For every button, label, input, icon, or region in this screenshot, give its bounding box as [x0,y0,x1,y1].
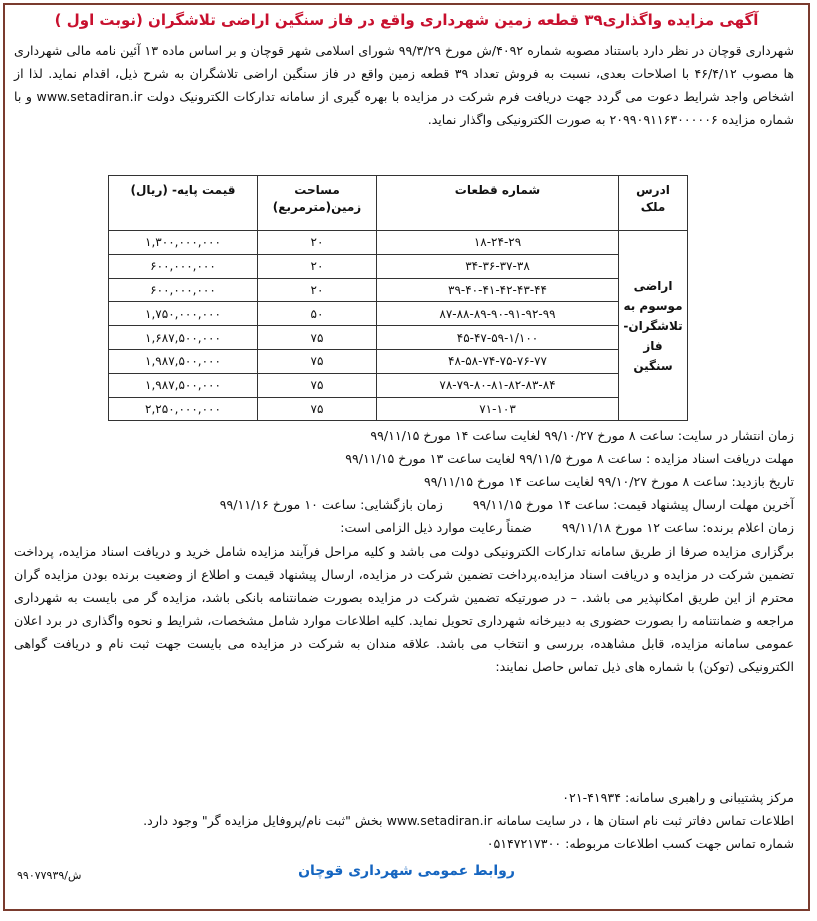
ad-frame [3,3,810,911]
price-cell: ۱,۳۰۰,۰۰۰,۰۰۰ [109,231,258,255]
price-cell: ۱,۹۸۷,۵۰۰,۰۰۰ [109,349,258,373]
address-cell: اراضی موسوم به تلاشگران- فاز سنگین [619,231,688,421]
winner-time: زمان اعلام برنده: ساعت ۱۲ مورخ ۹۹/۱۱/۱۸ [561,520,794,535]
area-cell: ۷۵ [258,349,377,373]
rules-paragraph: برگزاری مزایده صرفا از طریق سامانه تدارکات الکترونیکی دولت می باشد و کلیه مراحل فرآیند مزایده شامل خرید و دریافت اسناد مزایده، پرداخت تضمین شرکت در مزایده و دریافت اسناد مزایده،پرداخت تضمین شرکت در مزایده، ارسال پیشنهاد قیمت و اطلاع از وضعیت برنده بودن مزایده گران محترم از این طریق امکانپذیر می باشد. – در صورتیکه تضمین شرکت در مزایده بصورت ضمانتنامه بانکی باشد، مزایده گر می بایست به شهرداری مراجعه و ضمانتنامه را بصورت حضوری به دبیرخانه شهرداری تحویل نماید. کلیه اطلاعات موارد شامل مشخصات، شرایط و نحوه واگذاری در برد اعلان عمومی سامانه مزایده، قابل مشاهده، بررسی و انتخاب می باشد. علاقه مندان به شرکت در مزایده می بایست جهت ثبت نام و دریافت گواهی الکترونیکی (توکن) با شماره های ذیل تماس حاصل نمایند: [14,544,794,674]
ad-title: آگهی مزایده واگذاری۳۹ قطعه زمین شهرداری واقع در فاز سنگین اراضی تلاشگران (نوبت اول ) [54,11,759,29]
visit-date: تاریخ بازدید: ساعت ۸ مورخ ۹۹/۱۰/۲۷ لغایت ساعت ۱۴ مورخ ۹۹/۱۱/۱۵ [423,474,794,489]
lots-cell: ۴۵-۴۷-۵۹-۱/۱۰۰ [377,326,619,350]
price-cell: ۱,۹۸۷,۵۰۰,۰۰۰ [109,373,258,397]
price-cell: ۱,۶۸۷,۵۰۰,۰۰۰ [109,326,258,350]
area-cell: ۷۵ [258,373,377,397]
documents-deadline: مهلت دریافت اسناد مزایده : ساعت ۸ مورخ ۹۹/۱۱/۵ لغایت ساعت ۱۳ مورخ ۹۹/۱۱/۱۵ [345,451,794,466]
header-address: ادرس ملک [619,176,688,231]
area-cell: ۷۵ [258,326,377,350]
table-row [109,326,688,350]
ad-code: ش/۹۹۰۷۷۹۳۹ [17,869,82,882]
price-cell: ۲,۲۵۰,۰۰۰,۰۰۰ [109,397,258,421]
lots-cell: ۸۷-۸۸-۸۹-۹۰-۹۱-۹۲-۹۹ [377,302,619,326]
footer-public-relations: روابط عمومی شهرداری قوچان [298,863,515,879]
offer-deadline: آخرین مهلت ارسال پیشنهاد قیمت: ساعت ۱۴ مورخ ۹۹/۱۱/۱۵ [472,497,794,512]
lots-cell: ۳۴-۳۶-۳۷-۳۸ [377,254,619,278]
publish-time: زمان انتشار در سایت: ساعت ۸ مورخ ۹۹/۱۰/۲۷ لغایت ساعت ۱۴ مورخ ۹۹/۱۱/۱۵ [370,428,794,443]
header-area: مساحت زمین(مترمربع) [258,176,377,231]
area-cell: ۷۵ [258,397,377,421]
price-cell: ۶۰۰,۰۰۰,۰۰۰ [109,278,258,302]
table-row [109,397,688,421]
opening-time: زمان بازگشایی: ساعت ۱۰ مورخ ۹۹/۱۱/۱۶ [219,497,443,512]
area-cell: ۲۰ [258,254,377,278]
table-row [109,373,688,397]
header-price: قیمت پایه- (ریال) [109,176,258,231]
requirements-note: ضمناً رعایت موارد ذیل الزامی است: [340,520,532,535]
lots-cell: ۱۸-۲۴-۲۹ [377,231,619,255]
deadline-opening-line [14,494,794,516]
area-cell: ۲۰ [258,231,377,255]
table-row [109,302,688,326]
table-row [109,231,688,255]
intro-paragraph: شهرداری قوچان در نظر دارد باستناد مصوبه شماره ۴۰۹۲/ش مورخ ۹۹/۳/۲۹ شورای اسلامی شهر قوچان و بر اساس ماده ۱۳ آئین نامه مالی شهرداری ها مصوب ۴۶/۴/۱۲ با اصلاحات بعدی، نسبت به فروش تعداد ۳۹ قطعه زمین واقع در فاز سنگین اراضی تلاشگران به شرح ذیل، اقدام نماید. لذا از اشخاص واجد شرایط دعوت می گردد جهت دریافت فرم شرکت در مزایده با بهره گیری از سامانه تدارکات الکترونیک دولت www.setadiran.ir و با شماره مزایده ۲۰۹۹۰۹۱۱۶۳۰۰۰۰۰۶ به صورت الکترونیکی واگذار نماید. [14,43,795,127]
offices-info: اطلاعات تماس دفاتر ثبت نام استان ها ، در سایت سامانه www.setadiran.ir بخش "ثبت نام/پروفایل مزایده گر" وجود دارد. [143,813,794,828]
lots-cell: ۳۹-۴۰-۴۱-۴۲-۴۳-۴۴ [377,278,619,302]
lots-cell: ۷۸-۷۹-۸۰-۸۱-۸۲-۸۳-۸۴ [377,373,619,397]
area-cell: ۵۰ [258,302,377,326]
price-cell: ۱,۷۵۰,۰۰۰,۰۰۰ [109,302,258,326]
table-row [109,278,688,302]
support-center: مرکز پشتیبانی و راهبری سامانه: ۴۱۹۳۴-۰۲۱ [562,790,794,805]
area-cell: ۲۰ [258,278,377,302]
header-lots: شماره قطعات [377,176,619,231]
lots-cell: ۷۱-۱۰۳ [377,397,619,421]
winner-note-line [14,517,794,539]
lots-table [108,175,688,421]
table-row [109,254,688,278]
contact-phone: شماره تماس جهت کسب اطلاعات مربوطه: ۰۵۱۴۷۲۱۷۳۰۰ [486,836,794,851]
lots-cell: ۴۸-۵۸-۷۴-۷۵-۷۶-۷۷ [377,349,619,373]
price-cell: ۶۰۰,۰۰۰,۰۰۰ [109,254,258,278]
table-row [109,349,688,373]
